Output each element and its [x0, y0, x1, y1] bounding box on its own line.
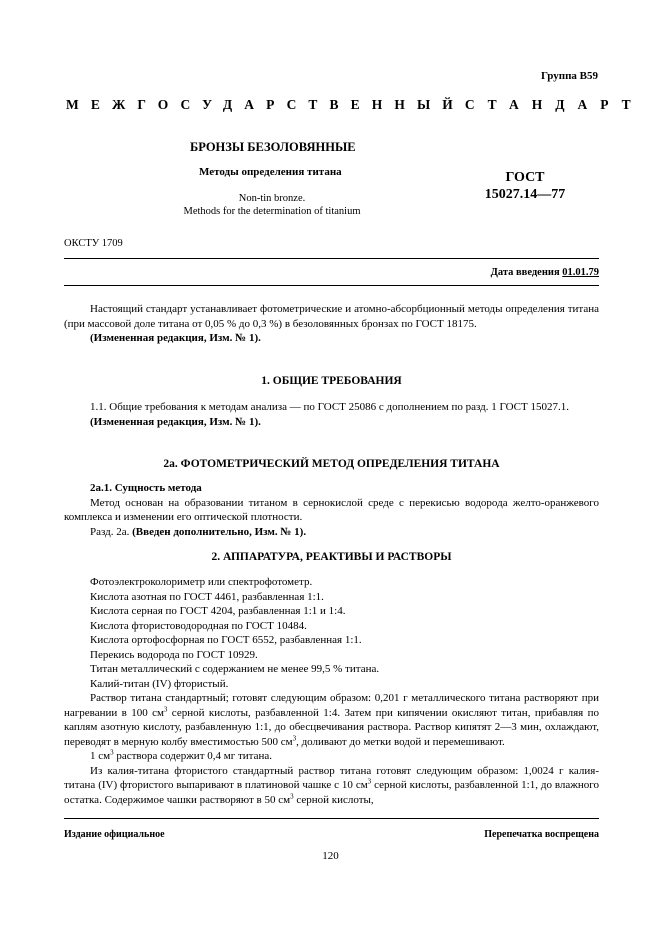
cm3-superscript: 3 [163, 704, 168, 713]
english-title-line2: Methods for the determination of titanium [183, 206, 361, 217]
para1-part-a: Раствор титана стандартный; готовят следующим образом: 0,201 г металлического титана растворяют при нагревании в 100 см [64, 692, 599, 719]
document-subtitle: Методы определения титана [199, 166, 342, 178]
effective-date-value: 01.01.79 [562, 267, 599, 278]
gost-label: ГОСТ [505, 170, 545, 185]
para3-part-c: серной кислоты, [293, 793, 374, 806]
okstu-code: ОКСТУ 1709 [64, 238, 123, 249]
english-title [150, 192, 394, 218]
cm3-superscript: 3 [110, 748, 114, 757]
section-1-amendment-note: (Измененная редакция, Изм. № 1). [90, 415, 261, 428]
para1-part-b: серной кислоты, разбавленной 1:4. Затем при кипячении окисляют титан, прибавляя по каплям азотную кислоту, разбавленную 1:1, до обесцвечивания раствора. Раствор кипятят 2—3 мин, охлаждают, переводят в мерную колбу вместимостью 500 см [64, 706, 599, 748]
reagent-item: Фотоэлектроколориметр или спектрофотометр. [90, 576, 313, 588]
reagent-item: Кислота серная по ГОСТ 4204, разбавленная 1:1 и 1:4. [90, 605, 346, 617]
effective-date-label: Дата введения [490, 267, 563, 278]
section-2-heading: 2. АППАРАТУРА, РЕАКТИВЫ И РАСТВОРЫ [211, 551, 452, 563]
document-title: БРОНЗЫ БЕЗОЛОВЯННЫЕ [190, 140, 356, 154]
standard-banner [66, 97, 644, 113]
reagent-item: Кислота азотная по ГОСТ 4461, разбавленная 1:1. [90, 590, 324, 603]
standard-solution-paragraph [64, 691, 599, 749]
section-2a-text: Метод основан на образовании титаном в сернокислой среде с перекисью водорода желто-оранжевого комплекса и изменении его оптической плотности. [64, 496, 599, 523]
para3-part-a: Из калия-титана фтористого стандартный раствор титана готовят следующим образом: 1,0024 г калия-титана (IV) фтористого выпаривают в платиновой чашке с 10 см [64, 764, 599, 791]
para3-part-b: серной кислоты, разбавленной 1:1, до влажного остатка. Содержимое чашки растворяют в 50 см [64, 779, 599, 806]
reagent-item: Перекись водорода по ГОСТ 10929. [90, 648, 258, 661]
page-number: 120 [322, 850, 339, 862]
cm3-superscript: 3 [292, 733, 297, 742]
date-divider [64, 285, 599, 286]
footer-reprint-notice: Перепечатка воспрещена [484, 829, 599, 840]
gost-number [470, 169, 580, 203]
reagent-item: Титан металлический с содержанием не менее 99,5 % титана. [90, 663, 380, 675]
footer-official-edition: Издание официальное [64, 829, 165, 840]
section-1-block [64, 400, 599, 429]
section-2a-note [64, 525, 599, 540]
section-2a-block [64, 481, 599, 539]
banner-interstate: МЕЖГОСУДАРСТВЕННЫЙ [66, 97, 465, 112]
intro-amendment-note: (Измененная редакция, Изм. № 1). [90, 332, 261, 344]
header-divider [64, 258, 599, 259]
section-1-heading: 1. ОБЩИЕ ТРЕБОВАНИЯ [261, 375, 402, 387]
banner-standard: СТАНДАРТ [464, 97, 644, 112]
reagent-item: Кислота фтористоводородная по ГОСТ 10484. [90, 619, 307, 632]
section-2a-note-text: (Введен дополнительно, Изм. № 1). [132, 525, 307, 538]
fluoride-solution-paragraph [64, 764, 599, 808]
cm3-superscript: 3 [290, 791, 294, 800]
cm3-superscript: 3 [367, 777, 372, 786]
english-title-line1: Non-tin bronze. [238, 193, 306, 204]
concentration-paragraph [64, 749, 599, 764]
para2-part-b: раствора содержит 0,4 мг титана. [113, 750, 273, 762]
para1-part-c: , доливают до метки водой и перемешивают. [296, 735, 505, 748]
section-2a-note-prefix: Разд. 2а. [90, 525, 133, 538]
section-2-block [64, 575, 599, 807]
reagent-list [64, 575, 599, 691]
group-code: Группа В59 [540, 70, 598, 82]
intro-text: Настоящий стандарт устанавливает фотометрические и атомно-абсорбционный методы определения титана (при массовой доле титана от 0,05 % до 0,3 %) в безоловянных бронзах по ГОСТ 18175. [64, 303, 599, 330]
gost-code: 15027.14—77 [484, 187, 566, 202]
footer-divider [64, 818, 599, 819]
section-2a-subheading: 2а.1. Сущность метода [90, 482, 202, 494]
section-1-text: 1.1. Общие требования к методам анализа — по ГОСТ 25086 с дополнением по разд. 1 ГОСТ 15027.1. [90, 401, 569, 413]
reagent-item: Калий-титан (IV) фтористый. [90, 677, 229, 690]
intro-block [64, 302, 599, 346]
reagent-item: Кислота ортофосфорная по ГОСТ 6552, разбавленная 1:1. [90, 634, 362, 646]
para2-part-a: 1 см [90, 750, 111, 762]
section-2a-heading: 2а. ФОТОМЕТРИЧЕСКИЙ МЕТОД ОПРЕДЕЛЕНИЯ ТИТАНА [163, 458, 500, 470]
effective-date [491, 267, 599, 278]
